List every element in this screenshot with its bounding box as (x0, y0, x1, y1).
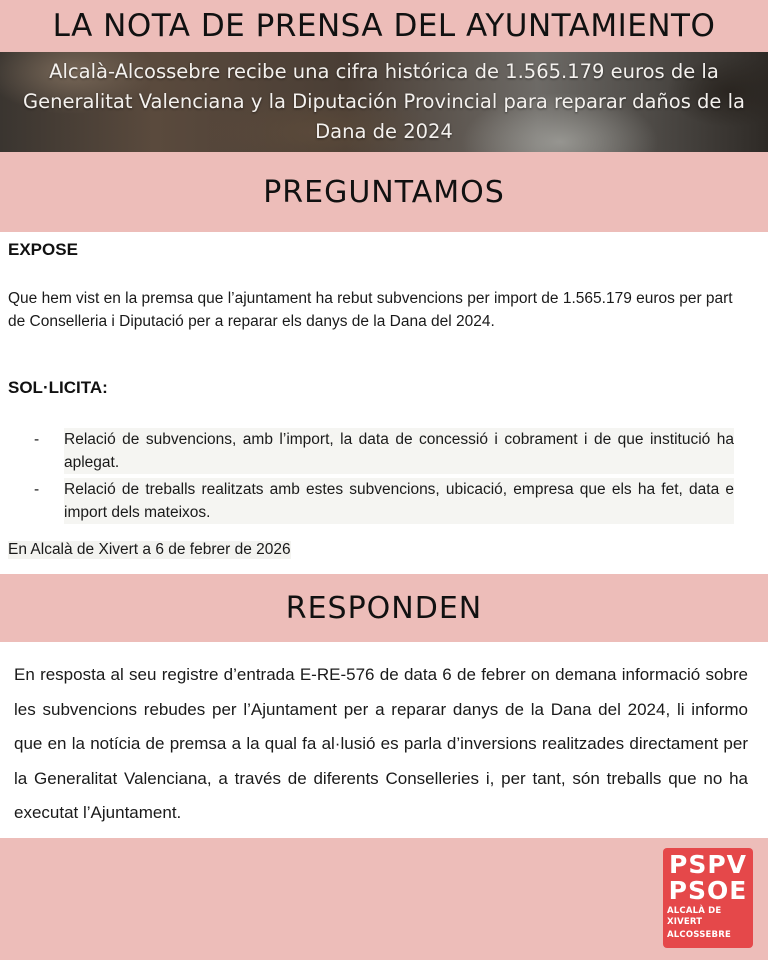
header-band (0, 0, 768, 52)
list-item-text: Relació de subvencions, amb l’import, la data de concessió i cobrament i de que institució ha aplegat. (64, 428, 734, 474)
responden-title: RESPONDEN (285, 590, 483, 626)
page-title: LA NOTA DE PRENSA DEL AYUNTAMIENTO (52, 8, 716, 44)
logo-line-1: PSPV (669, 850, 747, 879)
response-text: En resposta al seu registre d’entrada E-RE-576 de data 6 de febrer on demana informació sobre les subvencions rebudes per l’Ajuntament per a reparar danys de la Dana del 2024, li informo que en la notícia de premsa a la qual fa al·lusió es parla d’inversions realitzades directament per la Generalitat Valenciana, a través de diferents Conselleries i, per tant, són treballs que no ha executat l’Ajuntament. (14, 665, 748, 822)
logo-line-3: ALCALÀ DE XIVERT (667, 906, 722, 927)
press-headline: Alcalà-Alcossebre recibe una cifra histórica de 1.565.179 euros de la Generalitat Valenciana y la Diputación Provincial para reparar daños de la Dana de 2024 (22, 60, 745, 143)
list-item (34, 478, 734, 524)
list-item (34, 428, 734, 474)
headline-banner (0, 52, 768, 152)
response-document (0, 642, 768, 838)
bullet-dash: - (34, 481, 40, 498)
request-date: En Alcalà de Xivert a 6 de febrer de 2026 (8, 541, 291, 558)
expose-heading: EXPOSE (8, 240, 78, 259)
logo-line-2: PSOE (668, 876, 748, 905)
expose-text: Que hem vist en la premsa que l’ajuntament ha rebut subvencions per import de 1.565.179 euros per part de Conselleria i Diputació per a reparar els danys de la Dana del 2024. (8, 290, 733, 330)
bullet-dash: - (34, 431, 40, 448)
pspv-psoe-logo (663, 848, 753, 948)
request-document (0, 232, 768, 574)
responden-band (0, 574, 768, 642)
solicita-heading: SOL·LICITA: (8, 378, 108, 397)
logo-line-4: ALCOSSEBRE (667, 930, 731, 940)
preguntamos-title: PREGUNTAMOS (263, 174, 505, 210)
preguntamos-band (0, 152, 768, 232)
list-item-text: Relació de treballs realitzats amb estes subvencions, ubicació, empresa que els ha fet, data e import dels mateixos. (64, 478, 734, 524)
